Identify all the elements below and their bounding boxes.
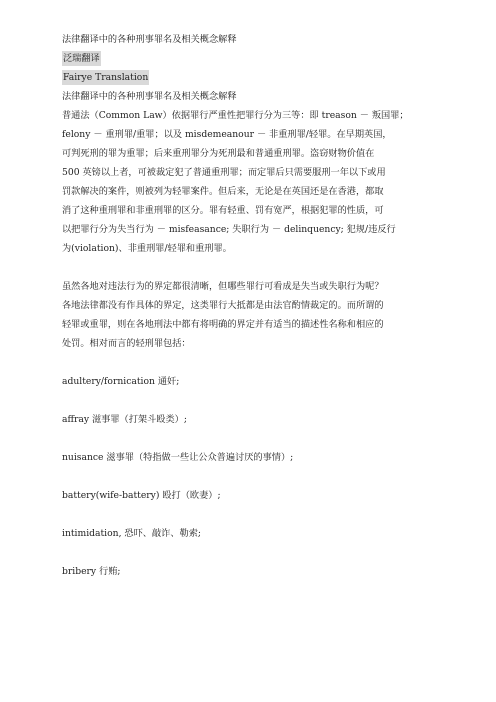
brand-name-en: Fairye Translation bbox=[63, 72, 149, 83]
paragraph-line: felony － 重刑罪/重罪；以及 misdemeanour － 非重刑罪/轻罪。在早期英国， bbox=[62, 129, 392, 140]
list-item: battery(wife-battery) 殴打（欧妻）; bbox=[62, 490, 221, 501]
paragraph-line: 虽然各地对违法行为的界定都很清晰，但哪些罪行可看成是失当或失职行为呢？ bbox=[62, 281, 384, 292]
document-page bbox=[62, 30, 437, 581]
list-item: adultery/fornication 通奸; bbox=[62, 376, 180, 387]
paragraph-line: 消了这种重刑罪和非重刑罪的区分。罪有轻重、罚有宽严，根据犯罪的性质，可 bbox=[62, 205, 384, 216]
paragraph-line: 可判死刑的罪为重罪；后来重刑罪分为死刑最和普通重刑罪。盗窃财物价值在 bbox=[62, 148, 375, 159]
document-title: 法律翻译中的各种刑事罪名及相关概念解释 bbox=[62, 34, 237, 45]
list-item: bribery 行贿; bbox=[62, 566, 121, 577]
paragraph-2 bbox=[62, 277, 437, 353]
paragraph-line: 轻罪或重罪，则在各地刑法中都有将明确的界定并有适当的描述性名称和相应的 bbox=[62, 319, 384, 330]
paragraph-line: 500 英镑以上者，可被裁定犯了普通重刑罪；而定罪后只需要服刑一年以下或用 bbox=[62, 167, 386, 178]
paragraph-line: 罚款解决的案件，则被列为轻罪案件。但后来，无论是在英国还是在香港，都取 bbox=[62, 186, 384, 197]
paragraph-line: 各地法律都没有作具体的界定，这类罪行大抵都是由法官酌情裁定的。而所谓的 bbox=[62, 300, 384, 311]
list-item: intimidation, 恐吓、敲诈、勒索; bbox=[62, 528, 202, 539]
paragraph-line: 为(violation)、非重刑罪/轻罪和重刑罪。 bbox=[62, 243, 232, 254]
paragraph-line: 处罚。相对而言的轻刑罪包括： bbox=[62, 338, 191, 349]
paragraph-line: 以把罪行分为失当行为 － misfeasance; 失职行为 － delinquency; 犯规/违反行 bbox=[62, 224, 396, 235]
paragraph-1 bbox=[62, 106, 437, 258]
list-item: nuisance 滋事罪（特指做一些让公众普遍讨厌的事情）; bbox=[62, 452, 294, 463]
document-subtitle: 法律翻译中的各种刑事罪名及相关概念解释 bbox=[62, 91, 237, 102]
list-item: affray 滋事罪（打架斗殴类）; bbox=[62, 414, 187, 425]
brand-name-cn: 泛瑞翻译 bbox=[63, 53, 100, 64]
paragraph-line: 普通法（Common Law）依据罪行严重性把罪行分为三等：即 treason － 叛国罪； bbox=[62, 110, 409, 121]
